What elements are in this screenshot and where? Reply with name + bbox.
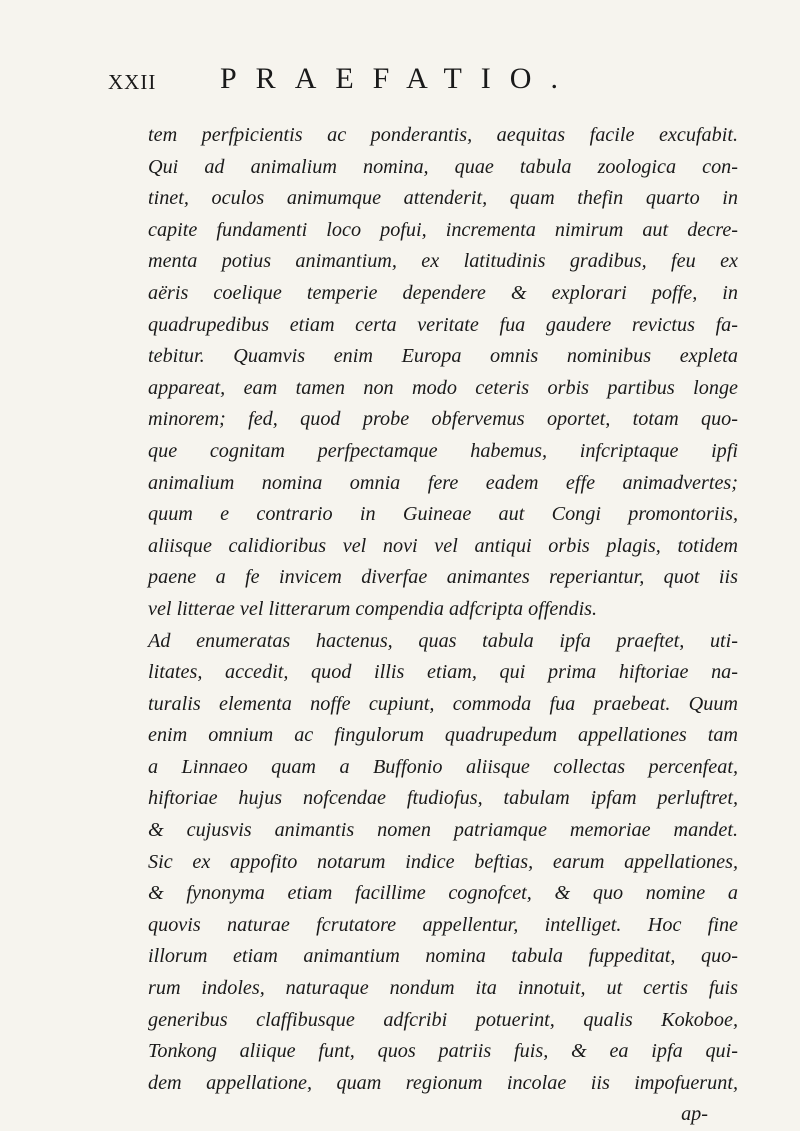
text-line: quadrupedibus etiam certa veritate fua gaudere revictus fa- xyxy=(148,313,738,336)
body-text xyxy=(148,120,738,1131)
page-header xyxy=(108,62,650,102)
text-line: enim omnium ac fingulorum quadrupedum appellationes tam xyxy=(148,724,738,747)
text-line: tebitur. Quamvis enim Europa omnis nominibus expleta xyxy=(148,345,738,368)
text-line: & cujusvis animantis nomen patriamque memoriae mandet. xyxy=(148,819,738,842)
running-title: PRAEFATIO. xyxy=(220,62,577,95)
text-line: Ad enumeratas hactenus, quas tabula ipfa praeftet, uti- xyxy=(148,629,738,652)
text-line: que cognitam perfpectamque habemus, infcriptaque ipfi xyxy=(148,439,738,462)
text-line: dem appellatione, quam regionum incolae iis impofuerunt, xyxy=(148,1071,738,1094)
text-line: turalis elementa noffe cupiunt, commoda fua praebeat. Quum xyxy=(148,692,738,715)
text-line: quovis naturae fcrutatore appellentur, intelliget. Hoc fine xyxy=(148,913,738,936)
text-line: tem perfpicientis ac ponderantis, aequitas facile excufabit. xyxy=(148,124,738,146)
text-line: & fynonyma etiam facillime cognofcet, & quo nomine a xyxy=(148,882,738,905)
text-line: hiftoriae hujus nofcendae ftudiofus, tabulam ipfam perluftret, xyxy=(148,787,738,810)
text-line: Tonkong aliique funt, quos patriis fuis, & ea ipfa qui- xyxy=(148,1040,738,1063)
text-line: capite fundamenti loco pofui, incrementa nimirum aut decre- xyxy=(148,218,738,241)
text-line: appareat, eam tamen non modo ceteris orbis partibus longe xyxy=(148,376,738,399)
text-line: aliisque calidioribus vel novi vel antiqui orbis plagis, totidem xyxy=(148,534,738,557)
catchword: ap- xyxy=(681,1103,708,1126)
text-line: minorem; fed, quod probe obfervemus oportet, totam quo- xyxy=(148,408,738,431)
page-number: XXII xyxy=(108,70,157,94)
text-line: animalium nomina omnia fere eadem effe animadvertes; xyxy=(148,471,738,494)
text-line: Sic ex appofito notarum indice beftias, earum appellationes, xyxy=(148,850,738,873)
text-line: generibus claffibusque adfcribi potuerint, qualis Kokoboe, xyxy=(148,1008,738,1031)
text-line: illorum etiam animantium nomina tabula fuppeditat, quo- xyxy=(148,945,738,968)
text-line: litates, accedit, quod illis etiam, qui prima hiftoriae na- xyxy=(148,661,738,684)
text-line: rum indoles, naturaque nondum ita innotuit, ut certis fuis xyxy=(148,977,738,1000)
text-line: vel litterae vel litterarum compendia adfcripta offendis. xyxy=(148,597,598,620)
text-line: tinet, oculos animumque attenderit, quam thefin quarto in xyxy=(148,187,738,210)
text-line: aëris coelique temperie dependere & explorari poffe, in xyxy=(148,281,738,304)
text-line: paene a fe invicem diverfae animantes reperiantur, quot iis xyxy=(148,566,738,589)
text-line: menta potius animantium, ex latitudinis gradibus, feu ex xyxy=(148,250,738,273)
text-line: Qui ad animalium nomina, quae tabula zoologica con- xyxy=(148,155,738,178)
text-line: a Linnaeo quam a Buffonio aliisque collectas percenfeat, xyxy=(148,755,738,778)
text-line: quum e contrario in Guineae aut Congi promontoriis, xyxy=(148,503,738,526)
